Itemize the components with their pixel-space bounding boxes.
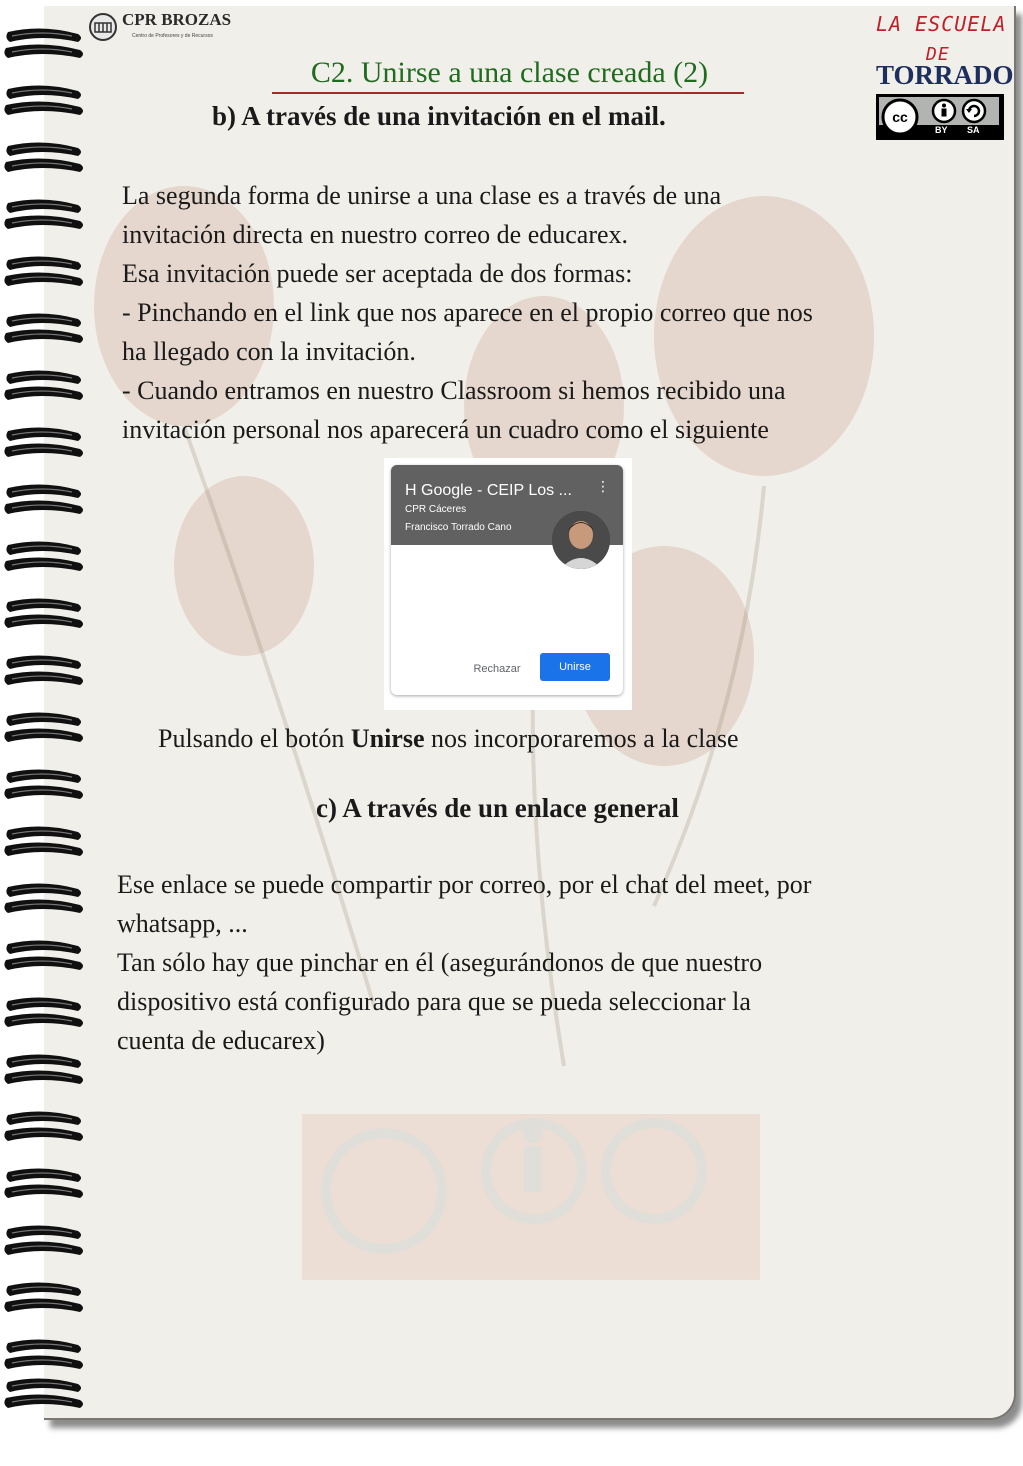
join-note [158,719,739,758]
paragraph-line: Esa invitación puede ser aceptada de dos formas: [122,259,633,288]
paragraph-line: - Cuando entramos en nuestro Classroom si hemos recibido una [122,376,786,405]
invitation-card [391,465,623,695]
paragraph-line: whatsapp, ... [117,909,248,938]
section-c-heading: c) A través de un enlace general [316,793,679,823]
class-name: H Google - CEIP Los ... [405,482,572,499]
logo-de: DE [926,44,950,65]
paragraph-line: - Pinchando en el link que nos aparece en el propio correo que nos [122,298,813,327]
paragraph-line: ha llegado con la invitación. [122,337,416,366]
join-note-after: nos incorporaremos a la clase [424,724,739,753]
logo-escuela: LA ESCUELA [876,12,1007,36]
license-by: BY [935,125,948,135]
invitation-screenshot [384,458,632,710]
cc-text: cc [892,109,908,125]
org-subtitle: Centro de Profesores y de Recursos [132,33,213,39]
license-sa: SA [967,125,980,135]
logo-torrado: TORRADO [876,60,1014,90]
license-badge [876,94,1004,140]
avatar-photo [552,511,610,569]
title-underline [272,92,744,94]
join-note-bold: Unirse [350,724,425,753]
paragraph-line: Tan sólo hay que pinchar en él (asegurándonos de que nuestro [117,948,763,977]
join-note-before: Pulsando el botón [158,724,351,753]
class-teacher: Francisco Torrado Cano [405,522,512,533]
section-b-text [122,176,962,449]
org-name: CPR BROZAS [122,10,232,29]
more-vert-icon[interactable]: ⋮ [596,479,610,495]
paragraph-line: invitación personal nos aparecerá un cuadro como el siguiente [122,415,769,444]
paragraph-line: cuenta de educarex) [117,1026,325,1055]
license-labels [935,125,1001,137]
class-location: CPR Cáceres [405,504,467,515]
section-b-heading: b) A través de una invitación en el mail. [212,101,666,131]
cpr-emblem-icon [88,12,118,42]
cpr-logo [88,10,258,46]
paragraph-line: dispositivo está configurado para que se pueda seleccionar la [117,987,751,1016]
page-title: C2. Unirse a una clase creada (2) [310,56,709,89]
paragraph-line: Ese enlace se puede compartir por correo, por el chat del meet, por [117,870,812,899]
attribution-icon [931,98,957,124]
join-button[interactable]: Unirse [540,653,610,681]
paragraph-line: invitación directa en nuestro correo de educarex. [122,220,629,249]
paragraph-line: La segunda forma de unirse a una clase es a través de una [122,181,722,210]
cc-icon [881,98,921,136]
share-alike-icon [961,98,987,124]
section-c-text [117,865,962,1060]
spiral-binding [0,0,90,1420]
reject-button[interactable]: Rechazar [461,657,533,681]
avatar [552,511,610,569]
